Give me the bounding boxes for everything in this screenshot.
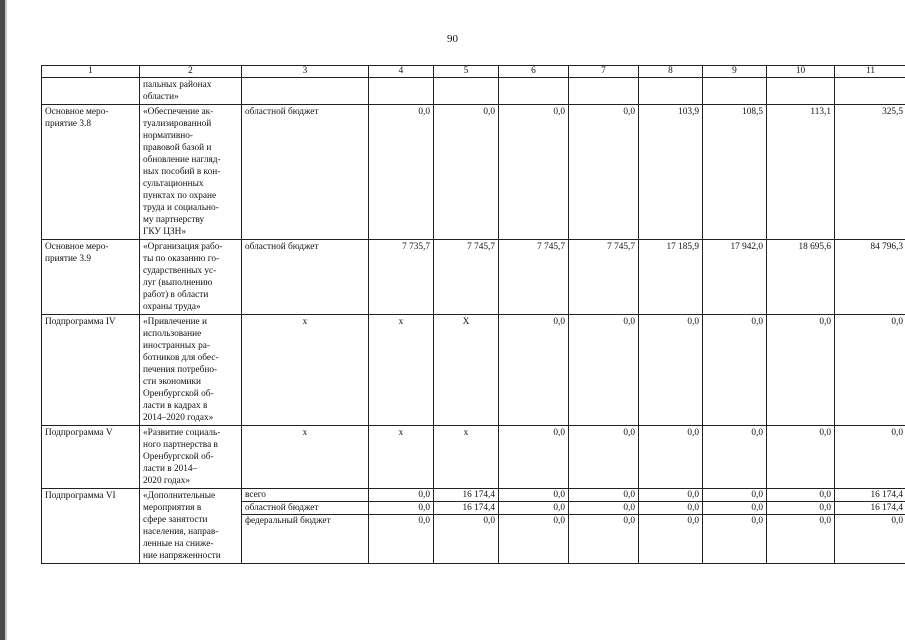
col-header: 1 <box>42 66 140 78</box>
value-line: 0,0 <box>703 489 766 502</box>
value-line: 0,0 <box>767 489 834 502</box>
value-line: 0,0 <box>687 516 699 526</box>
value-line: 0,0 <box>369 489 433 502</box>
value-line: 0,0 <box>639 489 702 502</box>
col-header: 3 <box>242 66 369 78</box>
value-line: 0,0 <box>499 489 568 502</box>
value-stack <box>569 489 639 564</box>
value-line: 0,0 <box>553 516 565 526</box>
value-cell: 0,0 <box>639 426 703 489</box>
value-cell: 0,0 <box>767 315 835 426</box>
value-cell: Х <box>434 315 499 426</box>
row-title-cell: пальных районах области» <box>140 78 242 105</box>
value-line: 0,0 <box>819 516 831 526</box>
col-header: 6 <box>499 66 569 78</box>
row-code-cell: Основное меро- приятие 3.8 <box>42 105 140 240</box>
budget-table <box>41 65 905 564</box>
value-line: 0,0 <box>767 502 834 515</box>
col-header: 7 <box>569 66 639 78</box>
funding-source-cell: х <box>242 426 369 489</box>
value-cell: 113,1 <box>767 105 835 240</box>
value-line: 0,0 <box>418 516 430 526</box>
value-cell: 0,0 <box>569 426 639 489</box>
funding-source-cell: областной бюджет <box>242 240 369 315</box>
table-row <box>42 105 905 240</box>
value-cell: 17 185,9 <box>639 240 703 315</box>
value-cell <box>639 78 703 105</box>
value-cell: 7 745,7 <box>499 240 569 315</box>
scan-edge-shadow <box>5 0 7 640</box>
table-row <box>42 240 905 315</box>
value-cell <box>703 78 767 105</box>
funding-source-cell: х <box>242 315 369 426</box>
value-stack <box>434 489 499 564</box>
value-cell: 0,0 <box>703 315 767 426</box>
value-cell: 0,0 <box>434 105 499 240</box>
value-cell: х <box>369 315 434 426</box>
value-cell: 0,0 <box>835 315 905 426</box>
value-cell <box>369 78 434 105</box>
col-header: 8 <box>639 66 703 78</box>
value-stack <box>835 489 905 564</box>
value-cell: 0,0 <box>703 426 767 489</box>
col-header: 9 <box>703 66 767 78</box>
value-cell: 18 695,6 <box>767 240 835 315</box>
funding-source-stack <box>242 489 369 564</box>
value-cell: 7 745,7 <box>569 240 639 315</box>
value-line: 0,0 <box>623 516 635 526</box>
row-title-cell: «Обеспечение ак- туализированной нормативно- правовой базой и обновление нагляд- ных пособий в кон- сультационных пунктах по охране труда и социально- му партнерству ГКУ ЦЗН» <box>140 105 242 240</box>
value-cell: 0,0 <box>835 426 905 489</box>
value-line: 0,0 <box>499 502 568 515</box>
value-stack <box>369 489 434 564</box>
value-cell: 7 745,7 <box>434 240 499 315</box>
table-row <box>42 78 905 105</box>
value-cell: х <box>434 426 499 489</box>
value-line: 16 174,4 <box>835 489 905 502</box>
row-title-cell: «Привлечение и использование иностранных ра- ботников для обес- печения потребно- сти экономики Оренбургской об- ласти в кадрах в 2014–2020 годах» <box>140 315 242 426</box>
row-code-cell: Основное меро- приятие 3.9 <box>42 240 140 315</box>
table-row-subprogram-6 <box>42 489 905 564</box>
value-line: 0,0 <box>703 502 766 515</box>
row-code-cell <box>42 78 140 105</box>
value-cell: х <box>369 426 434 489</box>
value-line: 0,0 <box>369 502 433 515</box>
row-title-cell: «Развитие социаль- ного партнерства в Оренбургской об- ласти в 2014– 2020 годах» <box>140 426 242 489</box>
table-row <box>42 315 905 426</box>
value-line: 0,0 <box>639 502 702 515</box>
value-cell: 0,0 <box>767 426 835 489</box>
value-stack <box>639 489 703 564</box>
value-cell: 108,5 <box>703 105 767 240</box>
value-line: 0,0 <box>483 516 495 526</box>
row-code-cell: Подпрограмма VI <box>42 489 140 564</box>
col-header: 2 <box>140 66 242 78</box>
value-stack <box>499 489 569 564</box>
value-cell: 0,0 <box>499 426 569 489</box>
value-cell: 84 796,3 <box>835 240 905 315</box>
funding-source-line: федеральный бюджет <box>245 516 331 526</box>
value-line: 16 174,4 <box>835 502 905 515</box>
row-code-cell: Подпрограмма IV <box>42 315 140 426</box>
funding-source-cell <box>242 78 369 105</box>
funding-source-cell: областной бюджет <box>242 105 369 240</box>
funding-source-line: всего <box>242 489 368 502</box>
value-line: 0,0 <box>569 489 638 502</box>
page-number: 90 <box>447 33 458 45</box>
funding-source-line: областной бюджет <box>242 502 368 515</box>
value-cell: 0,0 <box>499 315 569 426</box>
row-title-cell: «Дополнительные мероприятия в сфере занятости населения, направ- ленные на сниже- ние напряженности <box>140 489 242 564</box>
value-cell <box>434 78 499 105</box>
value-line: 0,0 <box>751 516 763 526</box>
value-line: 0,0 <box>569 502 638 515</box>
value-cell: 0,0 <box>569 105 639 240</box>
row-title-cell: «Организация рабо- ты по оказанию го- сударственных ус- луг (выполнению работ) в области охраны труда» <box>140 240 242 315</box>
value-stack <box>767 489 835 564</box>
value-cell: 7 735,7 <box>369 240 434 315</box>
value-cell: 103,9 <box>639 105 703 240</box>
value-cell: 0,0 <box>369 105 434 240</box>
header-row <box>42 66 905 78</box>
value-cell: 0,0 <box>499 105 569 240</box>
row-code-cell: Подпрограмма V <box>42 426 140 489</box>
value-line: 0,0 <box>891 516 903 526</box>
col-header: 4 <box>369 66 434 78</box>
value-cell <box>499 78 569 105</box>
table-row <box>42 426 905 489</box>
col-header: 10 <box>767 66 835 78</box>
value-cell: 0,0 <box>569 315 639 426</box>
col-header: 11 <box>835 66 905 78</box>
value-line: 16 174,4 <box>434 489 498 502</box>
value-cell <box>569 78 639 105</box>
col-header: 5 <box>434 66 499 78</box>
value-cell: 325,5 <box>835 105 905 240</box>
value-cell: 0,0 <box>639 315 703 426</box>
value-cell <box>835 78 905 105</box>
value-line: 16 174,4 <box>434 502 498 515</box>
value-cell: 17 942,0 <box>703 240 767 315</box>
value-cell <box>767 78 835 105</box>
value-stack <box>703 489 767 564</box>
